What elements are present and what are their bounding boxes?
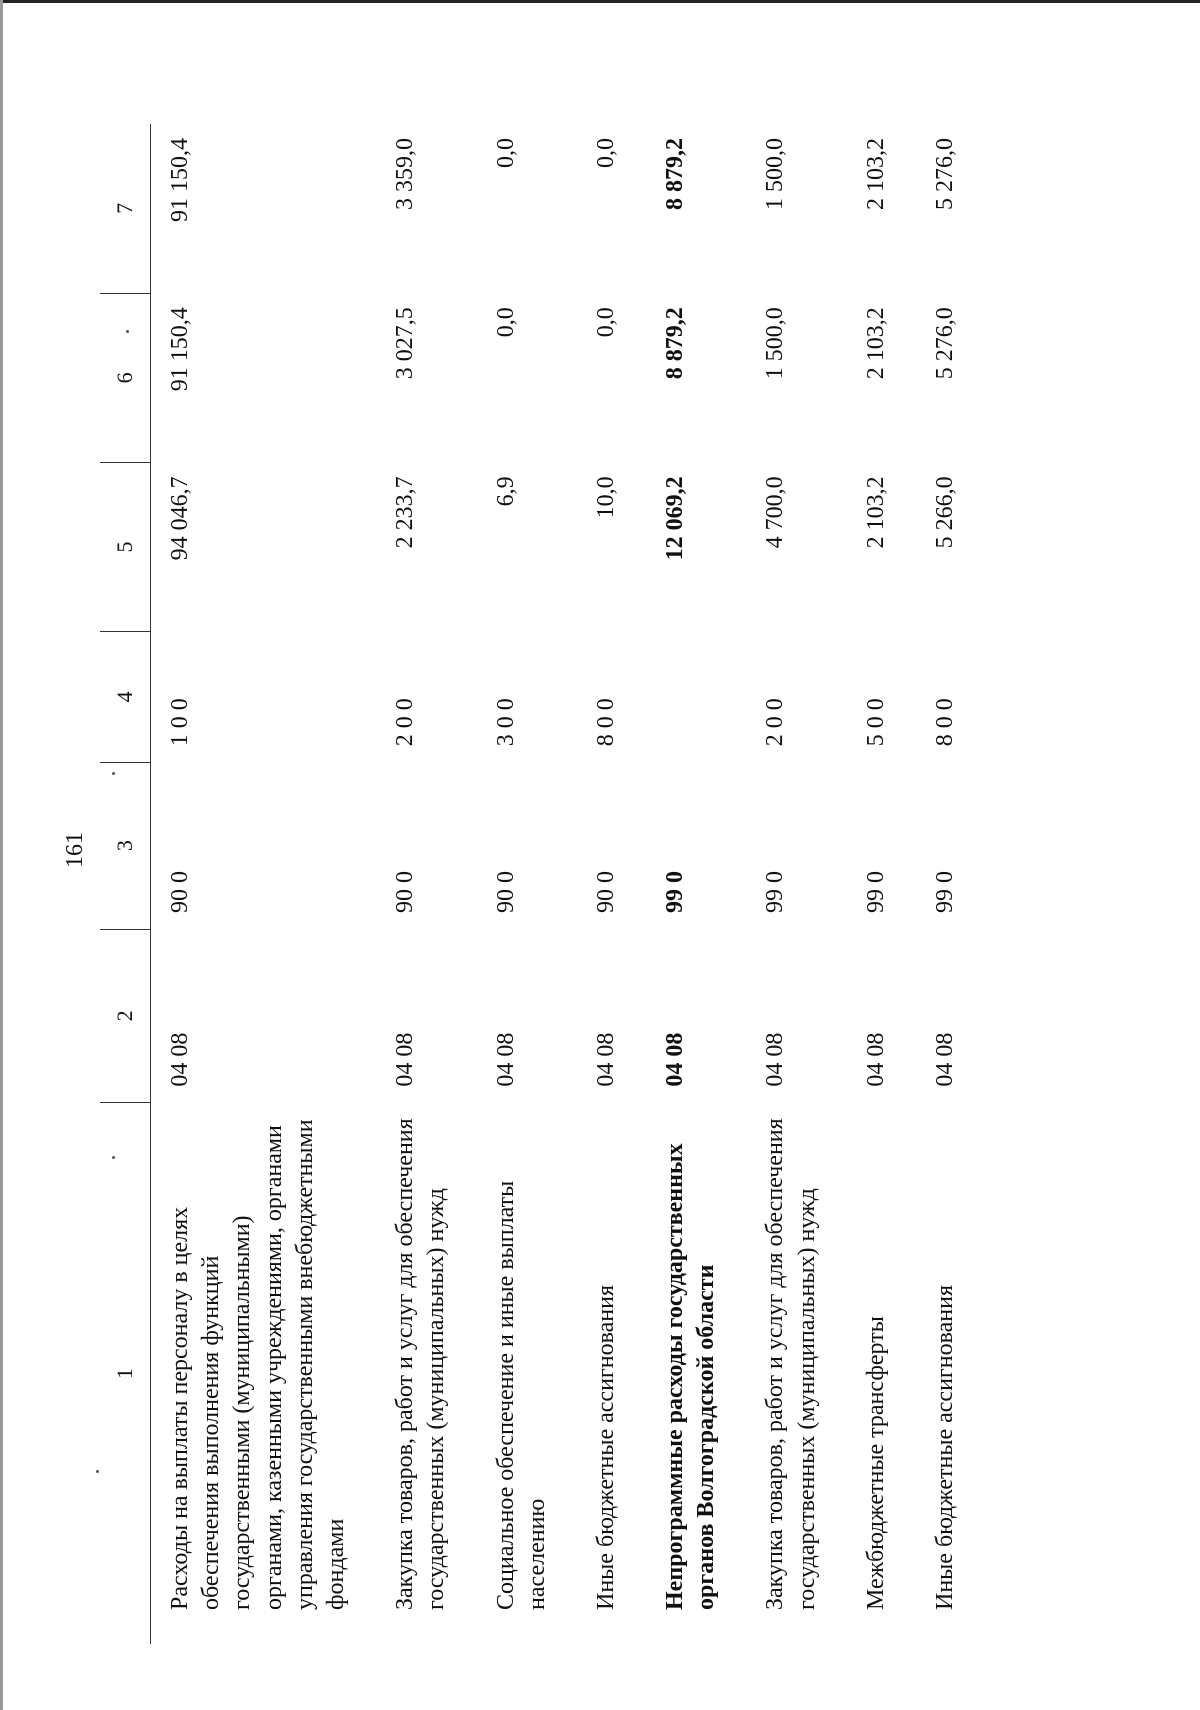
amount-col-5: 5 266,0 bbox=[932, 476, 958, 549]
amount-col-7: 0,0 bbox=[492, 138, 519, 168]
column-header: 4 bbox=[100, 632, 151, 763]
amount-col-7: 8 879,2 bbox=[662, 138, 689, 210]
amount-col-7: 1 500,0 bbox=[762, 138, 789, 210]
amount-col-6: 1 500,0 bbox=[762, 307, 789, 380]
amount-col-7: 0,0 bbox=[592, 138, 619, 168]
amount-col-5: 4 700,0 bbox=[762, 476, 789, 549]
section-code: 04 08 bbox=[762, 1032, 789, 1087]
expense-type-code: 1 0 0 bbox=[167, 698, 193, 747]
amount-col-5: 94 046,7 bbox=[167, 476, 193, 561]
table-row bbox=[577, 124, 646, 1644]
program-code: 99 0 bbox=[932, 871, 958, 914]
column-header: 3 bbox=[100, 762, 151, 929]
expense-type-code bbox=[646, 632, 746, 763]
expense-name: Непрограммные расходы государственных органов Волгоградской области bbox=[662, 1143, 720, 1610]
amount-col-5: 10,0 bbox=[592, 476, 619, 519]
amount-col-7: 5 276,0 bbox=[932, 138, 958, 210]
table-row bbox=[916, 124, 985, 1644]
column-header: 7 bbox=[100, 124, 151, 293]
amount-col-6: 2 103,2 bbox=[862, 307, 889, 380]
amount-col-7: 2 103,2 bbox=[862, 138, 889, 210]
expense-name: Иные бюджетные ассигнования bbox=[932, 1285, 958, 1610]
program-code: 99 0 bbox=[762, 871, 789, 914]
program-code: 90 0 bbox=[492, 871, 519, 914]
expense-name: Социальное обеспечение и иные выплаты населению bbox=[492, 1180, 550, 1610]
page-number: 161 bbox=[62, 832, 88, 868]
scan-speck bbox=[96, 1470, 99, 1473]
table-row bbox=[477, 124, 577, 1644]
expense-type-code: 8 0 0 bbox=[932, 698, 958, 747]
program-code: 99 0 bbox=[662, 871, 689, 914]
expense-name: Закупка товаров, работ и услуг для обеспечения государственных (муниципальных) нужд bbox=[762, 1118, 820, 1610]
scan-speck bbox=[126, 330, 129, 333]
amount-col-7: 91 150,4 bbox=[167, 138, 193, 222]
amount-col-7: 3 359,0 bbox=[392, 138, 419, 210]
scan-speck bbox=[112, 1156, 115, 1159]
expense-type-code: 2 0 0 bbox=[392, 698, 419, 747]
amount-col-6: 3 027,5 bbox=[392, 307, 419, 380]
table-row-subtotal bbox=[646, 124, 746, 1644]
amount-col-5: 2 233,7 bbox=[392, 476, 419, 549]
amount-col-6: 0,0 bbox=[492, 307, 519, 338]
expense-type-code: 5 0 0 bbox=[862, 698, 889, 747]
section-code: 04 08 bbox=[932, 1032, 958, 1087]
section-code: 04 08 bbox=[862, 1032, 889, 1087]
column-header: 6 bbox=[100, 293, 151, 462]
program-code: 90 0 bbox=[392, 871, 419, 914]
amount-col-5: 2 103,2 bbox=[862, 476, 889, 549]
amount-col-6: 5 276,0 bbox=[932, 307, 958, 380]
table-row bbox=[847, 124, 916, 1644]
column-header: 5 bbox=[100, 462, 151, 631]
section-code: 04 08 bbox=[492, 1032, 519, 1087]
expense-name: Закупка товаров, работ и услуг для обеспечения государственных (муниципальных) нужд bbox=[392, 1118, 450, 1610]
scan-speck bbox=[112, 772, 115, 775]
table-row bbox=[376, 124, 476, 1644]
program-code: 99 0 bbox=[862, 871, 889, 914]
expense-type-code: 2 0 0 bbox=[762, 698, 789, 747]
table-header-row bbox=[100, 124, 151, 1644]
expense-name: Расходы на выплаты персоналу в целях обеспечения выполнения функций государственными (муниципальными) органами, казенными учреждениями, органами управления государственными внебюджетными фондами bbox=[167, 1119, 349, 1610]
amount-col-5: 12 069,2 bbox=[662, 476, 689, 561]
column-header: 1 bbox=[100, 1103, 151, 1644]
section-code: 04 08 bbox=[662, 1032, 689, 1087]
expense-type-code: 3 0 0 bbox=[492, 698, 519, 747]
amount-col-6: 91 150,4 bbox=[167, 307, 193, 392]
section-code: 04 08 bbox=[592, 1032, 619, 1087]
table-row bbox=[746, 124, 846, 1644]
section-code: 04 08 bbox=[167, 1032, 193, 1087]
column-header: 2 bbox=[100, 929, 151, 1103]
amount-col-6: 8 879,2 bbox=[662, 307, 689, 380]
expense-name: Межбюджетные трансферты bbox=[862, 1316, 889, 1610]
amount-col-5: 6,9 bbox=[492, 476, 519, 507]
expense-type-code: 8 0 0 bbox=[592, 698, 619, 747]
program-code: 90 0 bbox=[592, 871, 619, 914]
section-code: 04 08 bbox=[392, 1032, 419, 1087]
amount-col-6: 0,0 bbox=[592, 307, 619, 338]
budget-table bbox=[100, 124, 985, 1644]
program-code: 90 0 bbox=[167, 871, 193, 914]
expense-name: Иные бюджетные ассигнования bbox=[592, 1285, 619, 1610]
table-row bbox=[151, 124, 377, 1644]
